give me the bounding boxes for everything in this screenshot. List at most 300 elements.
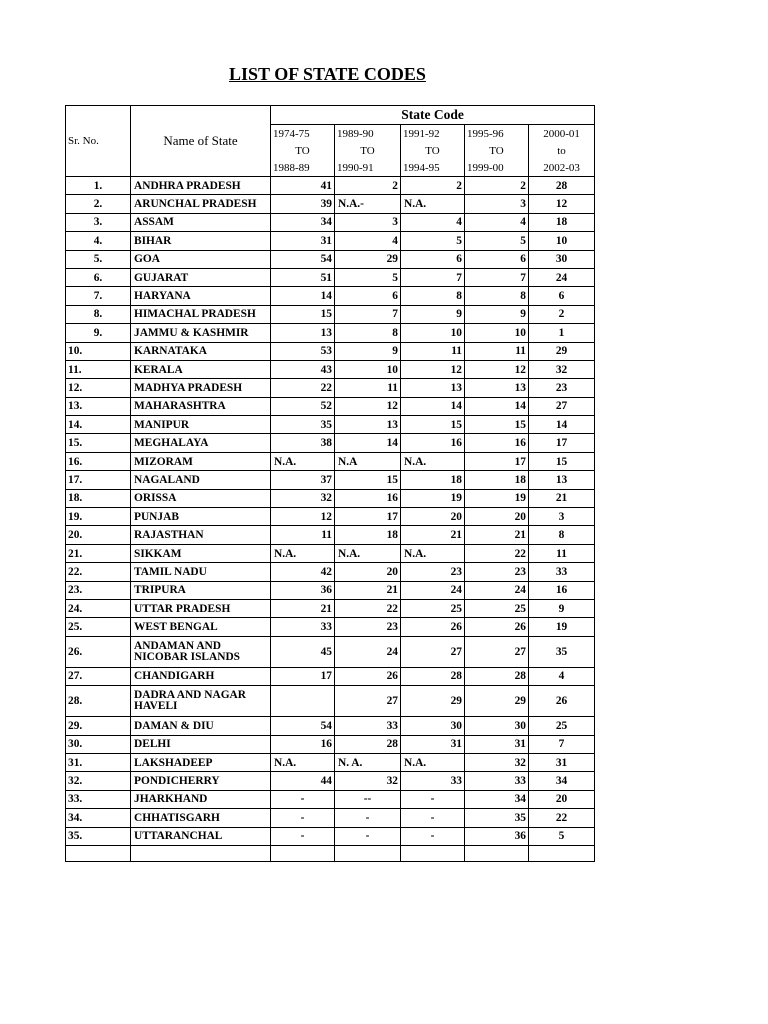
state-name-cell: HIMACHAL PRADESH — [131, 305, 271, 323]
code-cell-period-1: - — [271, 827, 335, 845]
code-cell-period-2: N.A. — [335, 544, 401, 562]
code-cell-period-1: 45 — [271, 636, 335, 667]
code-cell-period-2: 23 — [335, 618, 401, 636]
code-cell-period-5: 6 — [529, 287, 595, 305]
code-cell-period-2: 15 — [335, 471, 401, 489]
state-name-cell: CHANDIGARH — [131, 667, 271, 685]
code-cell-period-4: 13 — [465, 379, 529, 397]
sr-no-cell: 24. — [66, 599, 131, 617]
code-cell-period-1: 53 — [271, 342, 335, 360]
code-cell-period-4: 25 — [465, 599, 529, 617]
code-cell-period-4: 28 — [465, 667, 529, 685]
code-cell-period-3: 16 — [401, 434, 465, 452]
code-cell-period-4: 34 — [465, 790, 529, 808]
table-row — [66, 581, 595, 599]
sr-no-cell: 14. — [66, 416, 131, 434]
code-cell-period-3: 5 — [401, 232, 465, 250]
code-cell-period-5: 24 — [529, 268, 595, 286]
table-row — [66, 753, 595, 771]
code-cell-period-1: 14 — [271, 287, 335, 305]
table-row — [66, 526, 595, 544]
sr-no-cell: 35. — [66, 827, 131, 845]
code-cell-period-5: 28 — [529, 177, 595, 195]
code-cell-period-4: 22 — [465, 544, 529, 562]
state-name-cell: JAMMU & KASHMIR — [131, 324, 271, 342]
code-cell-period-3: 20 — [401, 508, 465, 526]
blank-cell — [66, 845, 131, 861]
code-cell-period-2: 7 — [335, 305, 401, 323]
code-cell-period-1: 39 — [271, 195, 335, 213]
state-name-cell: UTTAR PRADESH — [131, 599, 271, 617]
code-cell-period-1: 43 — [271, 360, 335, 378]
code-cell-period-5: 25 — [529, 717, 595, 735]
table-row — [66, 305, 595, 323]
period-1-to-label: TO — [271, 142, 335, 159]
code-cell-period-1: 35 — [271, 416, 335, 434]
code-cell-period-5: 23 — [529, 379, 595, 397]
code-cell-period-2: 20 — [335, 563, 401, 581]
state-name-cell: CHHATISGARH — [131, 809, 271, 827]
code-cell-period-4: 32 — [465, 753, 529, 771]
code-cell-period-1: 34 — [271, 213, 335, 231]
code-cell-period-3: 23 — [401, 563, 465, 581]
table-row — [66, 772, 595, 790]
code-cell-period-5: 20 — [529, 790, 595, 808]
table-row — [66, 177, 595, 195]
code-cell-period-3: 19 — [401, 489, 465, 507]
blank-cell — [271, 845, 335, 861]
code-cell-period-4: 19 — [465, 489, 529, 507]
state-name-cell: KERALA — [131, 360, 271, 378]
code-cell-period-2: 29 — [335, 250, 401, 268]
period-3-to-label: TO — [401, 142, 465, 159]
code-cell-period-5: 30 — [529, 250, 595, 268]
code-cell-period-5: 29 — [529, 342, 595, 360]
blank-row — [66, 845, 595, 861]
sr-no-cell: 15. — [66, 434, 131, 452]
code-cell-period-3: 14 — [401, 397, 465, 415]
code-cell-period-5: 16 — [529, 581, 595, 599]
blank-cell — [465, 845, 529, 861]
code-cell-period-2: 16 — [335, 489, 401, 507]
table-row — [66, 827, 595, 845]
period-3-from: 1991-92 — [401, 125, 465, 143]
period-3-to: 1994-95 — [401, 159, 465, 177]
code-cell-period-2: N.A.- — [335, 195, 401, 213]
code-cell-period-5: 21 — [529, 489, 595, 507]
code-cell-period-1: 17 — [271, 667, 335, 685]
sr-no-cell: 32. — [66, 772, 131, 790]
code-cell-period-5: 14 — [529, 416, 595, 434]
code-cell-period-1: N.A. — [271, 753, 335, 771]
code-cell-period-2: 32 — [335, 772, 401, 790]
period-2-from: 1989-90 — [335, 125, 401, 143]
state-name-cell: BIHAR — [131, 232, 271, 250]
code-cell-period-3: N.A. — [401, 544, 465, 562]
code-cell-period-1: 44 — [271, 772, 335, 790]
code-cell-period-4: 12 — [465, 360, 529, 378]
code-cell-period-3: 7 — [401, 268, 465, 286]
code-cell-period-4: 35 — [465, 809, 529, 827]
code-cell-period-1: 33 — [271, 618, 335, 636]
code-cell-period-5: 2 — [529, 305, 595, 323]
code-cell-period-3: 26 — [401, 618, 465, 636]
table-row — [66, 232, 595, 250]
code-cell-period-3: - — [401, 809, 465, 827]
code-cell-period-1: 11 — [271, 526, 335, 544]
code-cell-period-5: 17 — [529, 434, 595, 452]
code-cell-period-4: 14 — [465, 397, 529, 415]
table-row — [66, 434, 595, 452]
code-cell-period-4: 30 — [465, 717, 529, 735]
code-cell-period-4: 27 — [465, 636, 529, 667]
code-cell-period-1: 31 — [271, 232, 335, 250]
state-name-cell: GUJARAT — [131, 268, 271, 286]
table-row — [66, 599, 595, 617]
code-cell-period-5: 31 — [529, 753, 595, 771]
code-cell-period-4: 31 — [465, 735, 529, 753]
state-name-header: Name of State — [131, 106, 271, 177]
code-cell-period-3: 31 — [401, 735, 465, 753]
sr-no-cell: 30. — [66, 735, 131, 753]
table-body — [66, 177, 595, 862]
table-row — [66, 342, 595, 360]
period-4-to-label: TO — [465, 142, 529, 159]
state-name-cell: NAGALAND — [131, 471, 271, 489]
code-cell-period-2: 13 — [335, 416, 401, 434]
code-cell-period-2: N.A — [335, 452, 401, 470]
code-cell-period-5: 12 — [529, 195, 595, 213]
code-cell-period-2: - — [335, 809, 401, 827]
sr-no-header: Sr. No. — [66, 106, 131, 177]
code-cell-period-3: 21 — [401, 526, 465, 544]
state-name-cell: DELHI — [131, 735, 271, 753]
code-cell-period-3: N.A. — [401, 195, 465, 213]
code-cell-period-2: 22 — [335, 599, 401, 617]
code-cell-period-3: 11 — [401, 342, 465, 360]
code-cell-period-3: 24 — [401, 581, 465, 599]
period-5-to: 2002-03 — [529, 159, 595, 177]
sr-no-cell: 12. — [66, 379, 131, 397]
table-row — [66, 686, 595, 717]
period-5-to-label: to — [529, 142, 595, 159]
code-cell-period-1: - — [271, 790, 335, 808]
state-name-cell: MAHARASHTRA — [131, 397, 271, 415]
code-cell-period-3: 28 — [401, 667, 465, 685]
sr-no-cell: 28. — [66, 686, 131, 717]
table-row — [66, 397, 595, 415]
state-name-cell: JHARKHAND — [131, 790, 271, 808]
code-cell-period-5: 27 — [529, 397, 595, 415]
code-cell-period-3: 4 — [401, 213, 465, 231]
code-cell-period-4: 10 — [465, 324, 529, 342]
code-cell-period-1: 38 — [271, 434, 335, 452]
table-row — [66, 287, 595, 305]
table-row — [66, 379, 595, 397]
table-row — [66, 735, 595, 753]
period-4-to: 1999-00 — [465, 159, 529, 177]
sr-no-cell: 10. — [66, 342, 131, 360]
table-row — [66, 636, 595, 667]
code-cell-period-3: 2 — [401, 177, 465, 195]
code-cell-period-5: 1 — [529, 324, 595, 342]
state-name-cell: ASSAM — [131, 213, 271, 231]
table-row — [66, 250, 595, 268]
table-row — [66, 563, 595, 581]
code-cell-period-5: 13 — [529, 471, 595, 489]
code-cell-period-2: 18 — [335, 526, 401, 544]
code-cell-period-3: - — [401, 827, 465, 845]
code-cell-period-4: 7 — [465, 268, 529, 286]
code-cell-period-1: 16 — [271, 735, 335, 753]
code-cell-period-1: 36 — [271, 581, 335, 599]
code-cell-period-2: - — [335, 827, 401, 845]
code-cell-period-1: - — [271, 809, 335, 827]
code-cell-period-2: 5 — [335, 268, 401, 286]
state-name-cell: HARYANA — [131, 287, 271, 305]
code-cell-period-3: 15 — [401, 416, 465, 434]
sr-no-cell: 19. — [66, 508, 131, 526]
code-cell-period-4: 11 — [465, 342, 529, 360]
code-cell-period-5: 26 — [529, 686, 595, 717]
table-row — [66, 471, 595, 489]
sr-no-cell: 3. — [66, 213, 131, 231]
code-cell-period-2: 2 — [335, 177, 401, 195]
table-row — [66, 416, 595, 434]
code-cell-period-1: 41 — [271, 177, 335, 195]
period-2-to: 1990-91 — [335, 159, 401, 177]
code-cell-period-3: 13 — [401, 379, 465, 397]
sr-no-cell: 8. — [66, 305, 131, 323]
code-cell-period-2: 24 — [335, 636, 401, 667]
code-cell-period-5: 7 — [529, 735, 595, 753]
table-row — [66, 195, 595, 213]
state-name-cell: ANDHRA PRADESH — [131, 177, 271, 195]
code-cell-period-3: 18 — [401, 471, 465, 489]
code-cell-period-1: 37 — [271, 471, 335, 489]
state-name-cell: ANDAMAN AND NICOBAR ISLANDS — [131, 636, 271, 667]
period-4-from: 1995-96 — [465, 125, 529, 143]
table-row — [66, 790, 595, 808]
code-cell-period-5: 11 — [529, 544, 595, 562]
code-cell-period-4: 3 — [465, 195, 529, 213]
code-cell-period-5: 32 — [529, 360, 595, 378]
state-codes-table — [65, 105, 595, 862]
sr-no-cell: 20. — [66, 526, 131, 544]
code-cell-period-1: N.A. — [271, 544, 335, 562]
code-cell-period-4: 29 — [465, 686, 529, 717]
code-cell-period-4: 5 — [465, 232, 529, 250]
code-cell-period-4: 36 — [465, 827, 529, 845]
state-name-cell: PUNJAB — [131, 508, 271, 526]
state-name-cell: DAMAN & DIU — [131, 717, 271, 735]
code-cell-period-5: 34 — [529, 772, 595, 790]
period-5-from: 2000-01 — [529, 125, 595, 143]
state-name-cell: SIKKAM — [131, 544, 271, 562]
code-cell-period-2: 21 — [335, 581, 401, 599]
code-cell-period-4: 6 — [465, 250, 529, 268]
code-cell-period-5: 4 — [529, 667, 595, 685]
period-1-to: 1988-89 — [271, 159, 335, 177]
state-name-cell: ARUNCHAL PRADESH — [131, 195, 271, 213]
code-cell-period-5: 5 — [529, 827, 595, 845]
code-cell-period-5: 19 — [529, 618, 595, 636]
code-cell-period-5: 3 — [529, 508, 595, 526]
page-title: LIST OF STATE CODES — [229, 64, 426, 84]
code-cell-period-3: 33 — [401, 772, 465, 790]
code-cell-period-4: 20 — [465, 508, 529, 526]
code-cell-period-5: 8 — [529, 526, 595, 544]
code-cell-period-2: 33 — [335, 717, 401, 735]
state-name-cell: MEGHALAYA — [131, 434, 271, 452]
code-cell-period-5: 35 — [529, 636, 595, 667]
sr-no-cell: 25. — [66, 618, 131, 636]
code-cell-period-1: 15 — [271, 305, 335, 323]
code-cell-period-2: 12 — [335, 397, 401, 415]
sr-no-cell: 2. — [66, 195, 131, 213]
sr-no-cell: 21. — [66, 544, 131, 562]
code-cell-period-3: 29 — [401, 686, 465, 717]
code-cell-period-2: 3 — [335, 213, 401, 231]
sr-no-cell: 13. — [66, 397, 131, 415]
blank-cell — [131, 845, 271, 861]
sr-no-cell: 5. — [66, 250, 131, 268]
code-cell-period-4: 15 — [465, 416, 529, 434]
blank-cell — [335, 845, 401, 861]
code-cell-period-4: 24 — [465, 581, 529, 599]
state-name-cell: TRIPURA — [131, 581, 271, 599]
code-cell-period-1: 42 — [271, 563, 335, 581]
code-cell-period-4: 26 — [465, 618, 529, 636]
sr-no-cell: 7. — [66, 287, 131, 305]
code-cell-period-2: 11 — [335, 379, 401, 397]
code-cell-period-4: 2 — [465, 177, 529, 195]
code-cell-period-3: 6 — [401, 250, 465, 268]
table-row — [66, 324, 595, 342]
code-cell-period-4: 16 — [465, 434, 529, 452]
code-cell-period-3: 25 — [401, 599, 465, 617]
code-cell-period-1: 13 — [271, 324, 335, 342]
state-name-cell: GOA — [131, 250, 271, 268]
table-header — [66, 106, 595, 177]
code-cell-period-4: 8 — [465, 287, 529, 305]
sr-no-cell: 31. — [66, 753, 131, 771]
table-row — [66, 809, 595, 827]
sr-no-cell: 9. — [66, 324, 131, 342]
table-row — [66, 213, 595, 231]
code-cell-period-1: 52 — [271, 397, 335, 415]
sr-no-cell: 29. — [66, 717, 131, 735]
code-cell-period-1: 51 — [271, 268, 335, 286]
code-cell-period-4: 18 — [465, 471, 529, 489]
code-cell-period-3: 30 — [401, 717, 465, 735]
table-row — [66, 508, 595, 526]
code-cell-period-3: 27 — [401, 636, 465, 667]
table-row — [66, 452, 595, 470]
state-name-cell: MANIPUR — [131, 416, 271, 434]
code-cell-period-5: 18 — [529, 213, 595, 231]
state-name-cell: KARNATAKA — [131, 342, 271, 360]
code-cell-period-2: -- — [335, 790, 401, 808]
code-cell-period-1: 12 — [271, 508, 335, 526]
state-name-cell: RAJASTHAN — [131, 526, 271, 544]
code-cell-period-2: 8 — [335, 324, 401, 342]
code-cell-period-4: 4 — [465, 213, 529, 231]
code-cell-period-3: 9 — [401, 305, 465, 323]
state-name-cell: MIZORAM — [131, 452, 271, 470]
table-row — [66, 360, 595, 378]
code-cell-period-2: 10 — [335, 360, 401, 378]
code-cell-period-3: 8 — [401, 287, 465, 305]
sr-no-cell: 27. — [66, 667, 131, 685]
code-cell-period-2: 4 — [335, 232, 401, 250]
code-cell-period-4: 23 — [465, 563, 529, 581]
sr-no-cell: 18. — [66, 489, 131, 507]
sr-no-cell: 6. — [66, 268, 131, 286]
table-row — [66, 618, 595, 636]
blank-cell — [401, 845, 465, 861]
table-row — [66, 268, 595, 286]
sr-no-cell: 1. — [66, 177, 131, 195]
state-name-cell: LAKSHADEEP — [131, 753, 271, 771]
code-cell-period-1: 54 — [271, 250, 335, 268]
code-cell-period-1: N.A. — [271, 452, 335, 470]
code-cell-period-2: N. A. — [335, 753, 401, 771]
code-cell-period-4: 21 — [465, 526, 529, 544]
table-row — [66, 544, 595, 562]
code-cell-period-3: 10 — [401, 324, 465, 342]
table-row — [66, 667, 595, 685]
code-cell-period-5: 22 — [529, 809, 595, 827]
code-cell-period-2: 9 — [335, 342, 401, 360]
code-cell-period-4: 33 — [465, 772, 529, 790]
code-cell-period-1 — [271, 686, 335, 717]
sr-no-cell: 22. — [66, 563, 131, 581]
sr-no-cell: 34. — [66, 809, 131, 827]
code-cell-period-2: 17 — [335, 508, 401, 526]
code-cell-period-2: 28 — [335, 735, 401, 753]
state-name-cell: UTTARANCHAL — [131, 827, 271, 845]
code-cell-period-2: 27 — [335, 686, 401, 717]
code-cell-period-3: - — [401, 790, 465, 808]
state-name-cell: WEST BENGAL — [131, 618, 271, 636]
period-1-from: 1974-75 — [271, 125, 335, 143]
sr-no-cell: 33. — [66, 790, 131, 808]
state-name-cell: PONDICHERRY — [131, 772, 271, 790]
code-cell-period-1: 54 — [271, 717, 335, 735]
code-cell-period-3: N.A. — [401, 753, 465, 771]
sr-no-cell: 16. — [66, 452, 131, 470]
code-cell-period-4: 17 — [465, 452, 529, 470]
code-cell-period-4: 9 — [465, 305, 529, 323]
code-cell-period-3: N.A. — [401, 452, 465, 470]
table-row — [66, 717, 595, 735]
sr-no-cell: 23. — [66, 581, 131, 599]
code-cell-period-5: 9 — [529, 599, 595, 617]
sr-no-cell: 11. — [66, 360, 131, 378]
table-row — [66, 489, 595, 507]
state-name-cell: DADRA AND NAGAR HAVELI — [131, 686, 271, 717]
code-cell-period-5: 15 — [529, 452, 595, 470]
code-cell-period-2: 26 — [335, 667, 401, 685]
period-2-to-label: TO — [335, 142, 401, 159]
state-name-cell: ORISSA — [131, 489, 271, 507]
code-cell-period-2: 6 — [335, 287, 401, 305]
state-code-group-header: State Code — [271, 106, 595, 125]
state-name-cell: TAMIL NADU — [131, 563, 271, 581]
sr-no-cell: 17. — [66, 471, 131, 489]
code-cell-period-3: 12 — [401, 360, 465, 378]
